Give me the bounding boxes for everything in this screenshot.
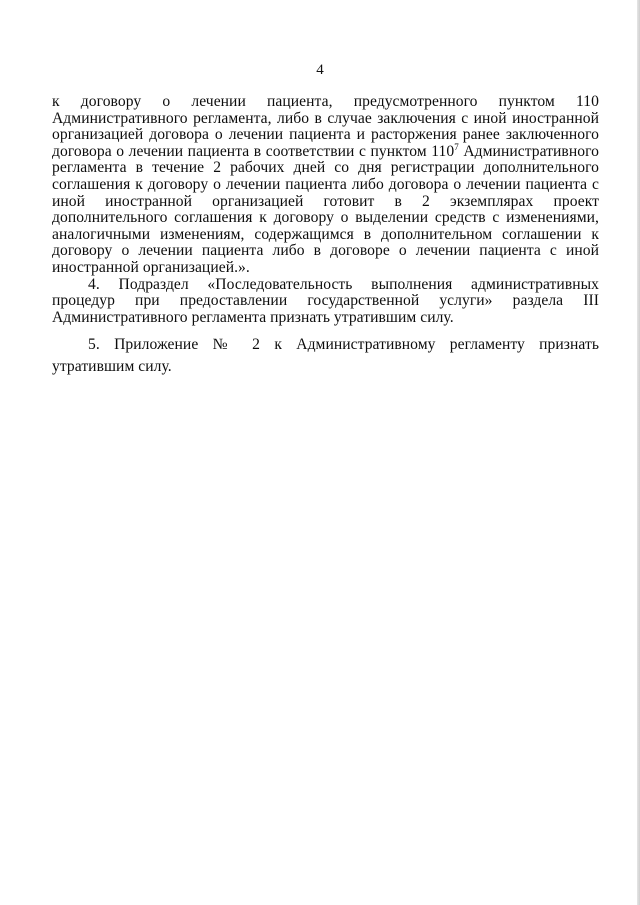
paragraph-item-4: 4. Подраздел «Последовательность выполнения административных процедур при предоставлении государственной услуги» раздела III Административного регламента признать утратившим силу.: [52, 275, 599, 326]
superscript-marker: 7: [454, 141, 459, 152]
document-body: [52, 94, 599, 378]
page-number: 4: [316, 62, 324, 78]
paragraph-text: к договору о лечении пациента, предусмотренного пунктом 110 Административного регламента, либо в случае заключения с иной иностранной организацией договора о лечении пациента и расторжения ранее заключенного договора о лечении пациента в соответствии с пунктом 110: [52, 93, 599, 160]
paragraph-continuation: [52, 94, 599, 277]
paragraph-item-5: 5. Приложение № 2 к Административному регламенту признать утратившим силу.: [52, 336, 599, 376]
paragraph-text-continued: Административного регламента в течение 2 рабочих дней со дня регистрации дополнительного соглашения к договору о лечении пациента либо договора о лечении пациента с иной иностранной организацией готовит в 2 экземплярах проект дополнительного соглашения к договору о выделении средств с изменениями, аналогичными изменениям, содержащимся в дополнительном соглашении к договору о лечении пациента либо в договоре о лечении пациента с иной иностранной организацией.».: [52, 142, 599, 276]
